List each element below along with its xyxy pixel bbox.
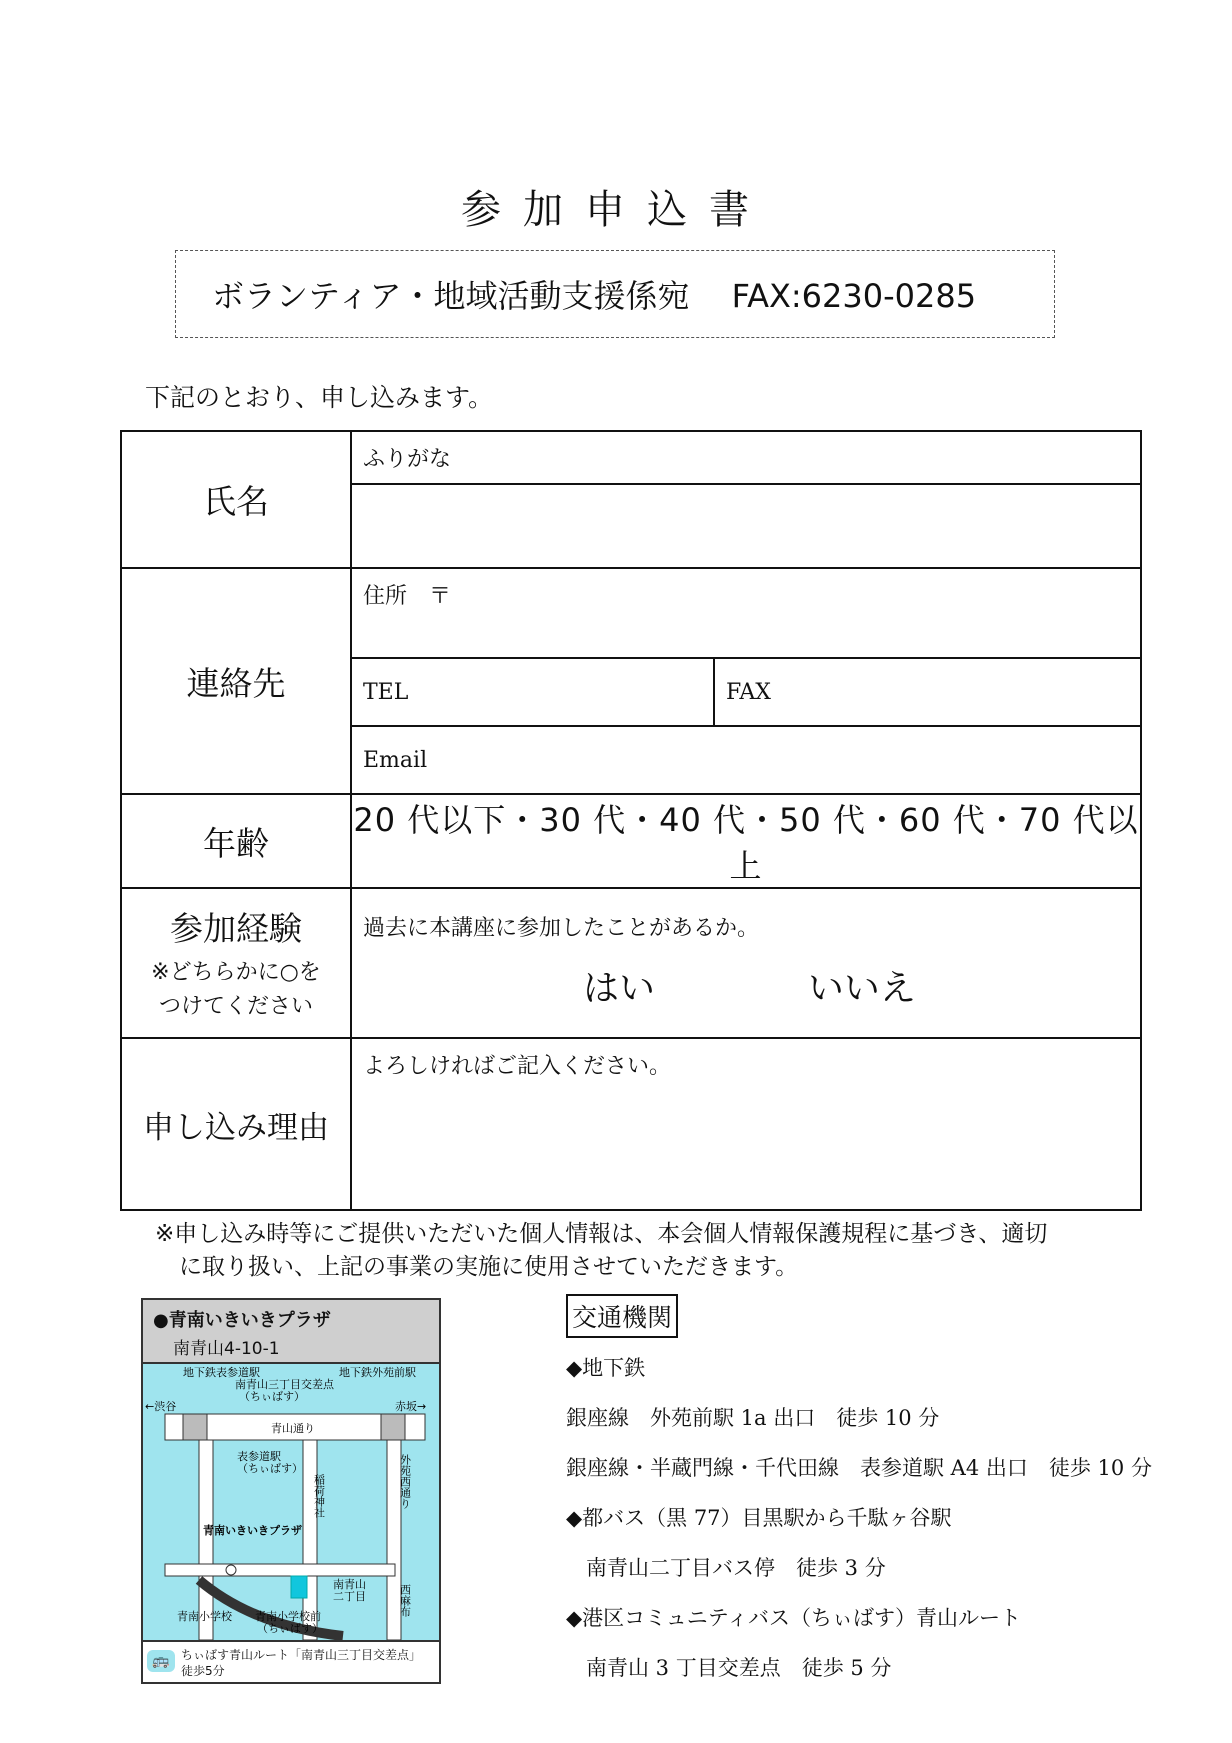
experience-field xyxy=(351,888,1141,1038)
school-stop-label: 青南小学校前 xyxy=(255,1610,321,1623)
page-title: 参加申込書 xyxy=(461,187,771,233)
plaza-marker xyxy=(291,1576,307,1598)
furigana-label: ふりがな xyxy=(363,447,452,472)
omotesando-label: 地下鉄表参道駅 xyxy=(183,1366,260,1379)
transit-line: 南青山二丁目バス停 徒歩 3 分 xyxy=(586,1556,886,1580)
furigana-field[interactable] xyxy=(351,431,1141,484)
chiibus-label-2: （ちぃばす） xyxy=(237,1462,303,1475)
map-header xyxy=(143,1300,439,1364)
venue-name: ●青南いきいきプラザ xyxy=(153,1310,331,1331)
recipient-fax-box: ボランティア・地域活動支援係宛 FAX:6230-0285 xyxy=(175,250,1055,338)
reason-hint: よろしければご記入ください。 xyxy=(363,1054,672,1079)
age-options[interactable]: 20 代以下・30 代・40 代・50 代・60 代・70 代以上 xyxy=(351,794,1141,888)
venue-address: 南青山4-10-1 xyxy=(173,1339,280,1359)
yes-option[interactable]: はい xyxy=(583,968,656,1009)
shibuya-label: ←渋谷 xyxy=(145,1400,177,1413)
aoyama-dori-label: 青山通り xyxy=(271,1422,315,1435)
bus-stop-3chome-label: 南青山三丁目交差点 xyxy=(235,1378,334,1391)
email-label: Email xyxy=(363,747,428,773)
name-field[interactable] xyxy=(351,484,1141,568)
minamiaoyama-label: 南青山 xyxy=(333,1578,366,1591)
gaienmae-label: 地下鉄外苑前駅 xyxy=(339,1366,416,1379)
map-footer xyxy=(143,1640,439,1682)
name-label: 氏名 xyxy=(121,431,351,568)
tel-field[interactable] xyxy=(351,658,714,726)
cross-street xyxy=(165,1564,395,1576)
privacy-note-line-2: に取り扱い、上記の事業の実施に使用させていただきます。 xyxy=(179,1254,799,1280)
transit-section xyxy=(566,1294,1152,1680)
omotesando-station-block xyxy=(183,1414,207,1440)
transit-title: 交通機関 xyxy=(566,1294,678,1338)
experience-note-2: つけてください xyxy=(158,993,313,1019)
experience-note-1: ※どちらかに○を xyxy=(151,959,321,985)
gaienmae-station-block xyxy=(381,1414,405,1440)
transit-line: ◆都バス（黒 77）目黒駅から千駄ヶ谷駅 xyxy=(566,1506,952,1530)
no-option[interactable]: いいえ xyxy=(807,968,916,1009)
experience-label-cell xyxy=(121,888,351,1038)
nishiazabu-label: 西麻布 xyxy=(398,1584,412,1617)
tel-label: TEL xyxy=(363,679,409,705)
application-form xyxy=(120,430,1142,1211)
transit-line: 銀座線・半蔵門線・千代田線 表参道駅 A4 出口 徒歩 10 分 xyxy=(566,1456,1152,1480)
chiibus-label-3: （ちぃばす） xyxy=(257,1622,323,1635)
experience-label: 参加経験 xyxy=(170,908,302,948)
chiibus-label-1: （ちぃばす） xyxy=(239,1390,305,1403)
email-field[interactable] xyxy=(351,726,1141,794)
transit-line: ◆地下鉄 xyxy=(566,1356,646,1380)
intro-text: 下記のとおり、申し込みます。 xyxy=(145,383,494,412)
map-drawing xyxy=(143,1364,439,1646)
map-footer-line-2: 徒歩5分 xyxy=(181,1664,225,1678)
address-label: 住所 〒 xyxy=(363,584,452,609)
privacy-note-line-1: ※申し込み時等にご提供いただいた個人情報は、本会個人情報保護規程に基づき、適切 xyxy=(155,1221,1048,1247)
transit-line: 南青山 3 丁目交差点 徒歩 5 分 xyxy=(586,1656,892,1680)
bus-icon: 🚌 xyxy=(147,1650,175,1672)
gaien-nishi-label: 外苑西通り xyxy=(398,1454,412,1509)
inari-shrine-label: 稲荷神社 xyxy=(312,1474,326,1518)
experience-question: 過去に本講座に参加したことがあるか。 xyxy=(363,916,760,941)
transit-line: ◆港区コミュニティバス（ちぃばす）青山ルート xyxy=(566,1606,1022,1630)
reason-field[interactable] xyxy=(351,1038,1141,1210)
transit-line: 銀座線 外苑前駅 1a 出口 徒歩 10 分 xyxy=(566,1406,940,1430)
privacy-note xyxy=(155,1218,1115,1284)
access-map xyxy=(141,1298,441,1684)
nichome-label: 二丁目 xyxy=(333,1590,366,1603)
age-label: 年齢 xyxy=(121,794,351,888)
akasaka-label: 赤坂→ xyxy=(395,1400,427,1413)
fax-field[interactable] xyxy=(714,658,1141,726)
plaza-label: 青南いきいきプラザ xyxy=(203,1524,302,1537)
contact-label: 連絡先 xyxy=(121,568,351,794)
map-footer-line-1: ちぃばす青山ルート「南青山三丁目交差点」 xyxy=(181,1648,422,1662)
reason-label: 申し込み理由 xyxy=(121,1038,351,1210)
omotesando-stop-label: 表参道駅 xyxy=(237,1450,281,1463)
address-field[interactable] xyxy=(351,568,1141,658)
fax-label: FAX xyxy=(726,679,771,705)
school-icon xyxy=(226,1565,236,1575)
school-label: 青南小学校 xyxy=(177,1610,232,1623)
